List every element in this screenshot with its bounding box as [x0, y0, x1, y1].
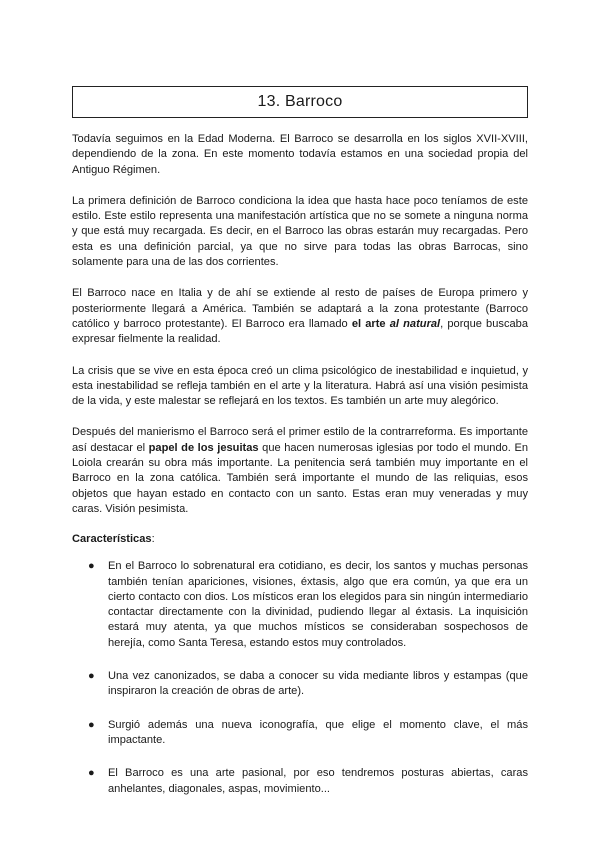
paragraph-3-bold-text: el arte [351, 317, 390, 330]
list-item [72, 718, 528, 749]
title-box [72, 86, 528, 118]
characteristics-heading [72, 533, 528, 545]
paragraph-3 [72, 286, 528, 347]
paragraph-3-text-b: , porque buscaba expresar fielmente la realidad. [72, 317, 529, 346]
paragraph-3-bold [352, 318, 440, 330]
paragraph-5-bold: papel de los jesuitas [148, 441, 259, 454]
bullet-icon: ● [88, 560, 95, 573]
paragraph-2: La primera definición de Barroco condiciona la idea que hasta hace poco teníamos de este estilo. Este estilo representa una manifestación artística que no se somete a ninguna norma y que está muy recargada. Es decir, en el Barroco las obras estarán muy recargadas. Pero esta es una definición parcial, ya que no sirve para todas las obras Barrocas, sino solamente para una de las dos corrientes. [72, 194, 528, 269]
paragraph-4: La crisis que se vive en esta época creó un clima psicológico de inestabilidad e inquietud, y esta inestabilidad se refleja también en el arte y la literatura. Habrá así una visión pesimista de la vida, y este malestar se reflejará en los textos. Es también un arte muy alegórico. [72, 364, 528, 408]
list-item-text: El Barroco es una arte pasional, por eso tendremos posturas abiertas, caras anhelantes, diagonales, aspas, movimiento... [108, 767, 528, 795]
bullet-icon: ● [88, 718, 95, 731]
list-item [72, 766, 528, 797]
document-page [72, 86, 528, 815]
paragraph-3-bold-italic: al natural [389, 317, 441, 330]
paragraph-5-text-a: Después del manierismo el Barroco será el primer estilo de la contrarreforma. Es importante así destacar el [72, 426, 528, 454]
list-item-text: Una vez canonizados, se daba a conocer su vida mediante libros y estampas (que inspiraron la creación de obras de arte). [108, 670, 528, 698]
list-item-text: En el Barroco lo sobrenatural era cotidiano, es decir, los santos y muchas personas también tenían apariciones, visiones, éxtasis, algo que era común, ya que era un cierto contacto con dios. Los místicos eran los elegidos para sin ningún intermediario contactar directamente con la divinidad, pudiendo llegar al éxtasis. La inquisición estará muy atenta, ya que muchos místicos se consideraban sospechosos de herejía, como Santa Teresa, estando estos muy controlados. [108, 560, 528, 649]
paragraph-3-text-a: El Barroco nace en Italia y de ahí se extiende al resto de países de Europa primero y posteriormente llegará a América. También se adaptará a la zona protestante (Barroco católico y barroco protestante). El Barroco era llamado [72, 287, 528, 330]
list-item [72, 669, 528, 700]
characteristics-heading-text: Características [72, 533, 152, 546]
paragraph-5 [72, 425, 528, 517]
list-item [72, 559, 528, 651]
page-title: 13. Barroco [257, 93, 343, 110]
list-item-text: Surgió además una nueva iconografía, que elige el momento clave, el más impactante. [108, 718, 528, 746]
characteristics-list [72, 559, 528, 797]
bullet-icon: ● [88, 767, 95, 780]
characteristics-heading-colon: : [151, 533, 155, 546]
paragraph-1: Todavía seguimos en la Edad Moderna. El Barroco se desarrolla en los siglos XVII-XVIII, dependiendo de la zona. En este momento todavía estamos en una sociedad propia del Antiguo Régimen. [72, 133, 528, 176]
bullet-icon: ● [88, 670, 95, 683]
paragraph-5-text-b: que hacen numerosas iglesias por todo el mundo. En Loiola crearán su obra más importante. La penitencia será también muy importante en el Barroco en la zona católica. También será importante el mundo de las reliquias, esos objetos que hayan estado en contacto con un santo. Estas eran muy veneradas y muy caras. Visión pesimista. [72, 441, 529, 515]
